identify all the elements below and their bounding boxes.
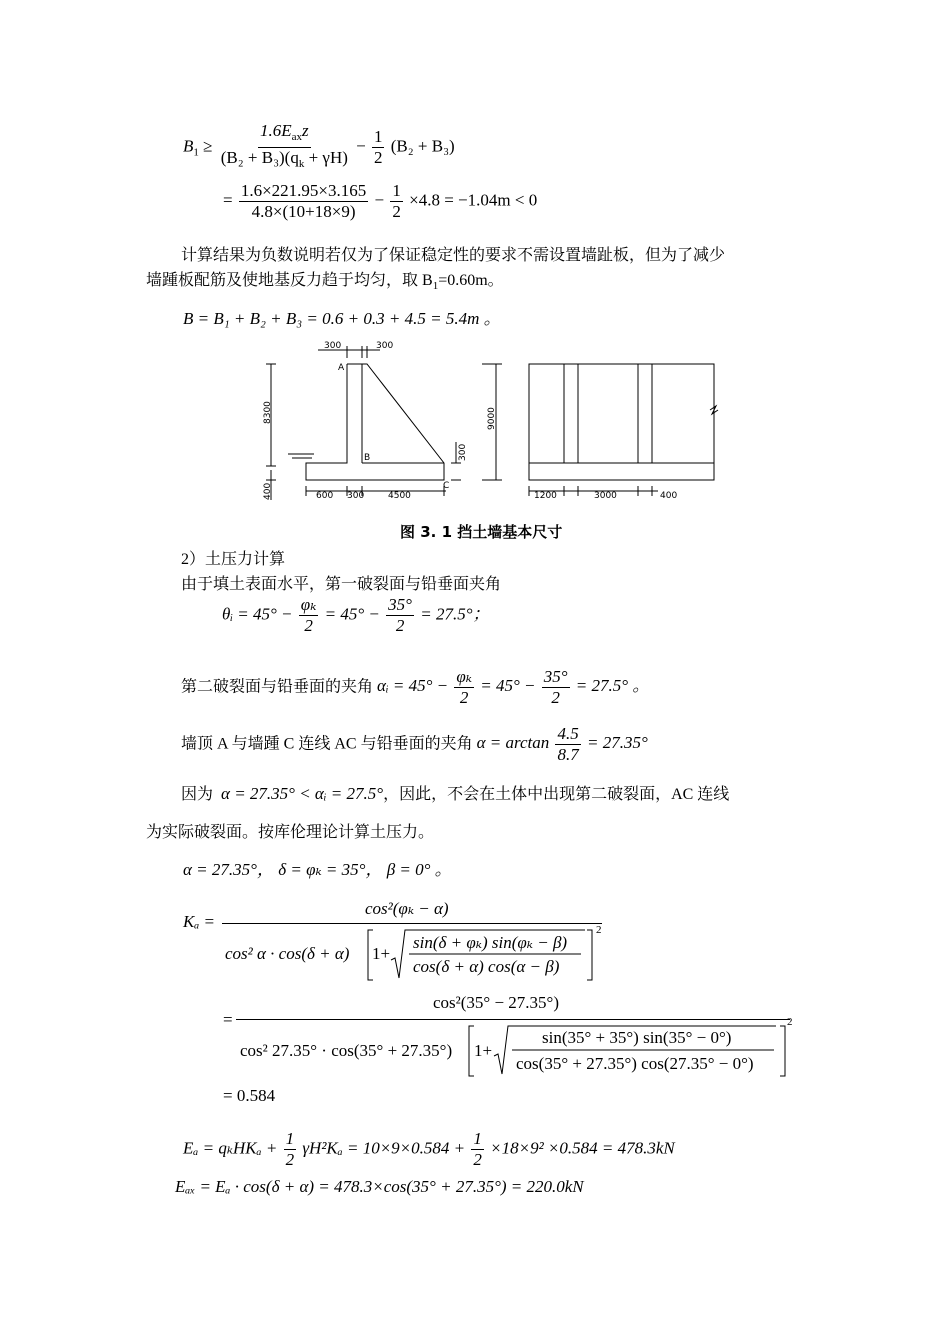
dim-top-2: 300 [376, 341, 394, 351]
dim-top-1: 300 [324, 341, 342, 351]
ka-lhs: Kₐ = [183, 912, 216, 931]
b1-value-line: = $\frac{1.6\times 221.95\times 3.165}{4.8\times(10+18\times 9)}$ − $\frac{1}{2}$ ×4.8 = −1.04m < 0 [223, 181, 538, 221]
paragraph-5: 因为 α = 27.35° < αᵢ = 27.5°，因此，不会在土体中出现第二破裂面，AC 连线 [181, 784, 730, 803]
b1-fraction: $\frac{1.6E_{ax}z}{(B_2 + B_3)(q_k + \gamma H)}$ [220, 121, 348, 170]
figure-caption: 图 3. 1 挡土墙基本尺寸 [400, 523, 563, 541]
b1-formula: $B_1$ ≥ $\frac{1.6E_{ax}z}{(B_2 + B_3)(q_k + \gamma H)}$ − $\frac{1}{2}$ (B₂ + B₃) [183, 122, 455, 173]
ka2-fraction-bar [236, 1019, 790, 1020]
paragraph-1-line-1: 计算结果为负数说明若仅为了保证稳定性的要求不需设置墙趾板，但为了减少 [181, 247, 726, 264]
dim-right-300: 300 [458, 443, 468, 461]
dim-base-1: 600 [316, 491, 334, 501]
dim-elev-2: 3000 [594, 491, 617, 501]
point-a: A [338, 363, 345, 373]
b1-tail: (B₂ + B₃) [390, 136, 455, 156]
paragraph-1-line-2: 墙踵板配筋及使地基反力趋于均匀，取 $B_1=0.60m$。 [146, 272, 504, 292]
b1-value-denominator: 4.8×(10+18×9) [251, 202, 356, 221]
paragraph-3: 第二破裂面与铅垂面的夹角 αᵢ = 45° − $\frac{\text{φₖ}}{2}$ = 45° − $\frac{35^\circ}{2}$ = 27.5° 。 [181, 667, 650, 707]
dim-total-height: 9000 [487, 407, 497, 430]
ka-fraction-bar [222, 923, 602, 924]
ka-result: = 0.584 [223, 1086, 276, 1105]
ka2-numerator: cos²(35° − 27.35°) [433, 993, 560, 1012]
ea-equation: Eₐ = qₖHKₐ + $\frac{1}{2}$ γH²Kₐ = 10×9×0.584 + $\frac{1}{2}$ ×18×9² ×0.584 = 478.3kN [183, 1129, 675, 1169]
b1-numerator: 1.6E [259, 121, 292, 140]
ka-denominator-left: cos² α · cos(δ + α) [225, 944, 350, 963]
ka2-root-denominator: cos(35° + 27.35°) cos(27.35° − 0°) [516, 1054, 754, 1073]
paragraph-2: 由于填土表面水平，第一破裂面与铅垂面夹角 [181, 576, 502, 593]
paragraph-6: 为实际破裂面。按库伦理论计算土压力。 [146, 824, 435, 841]
eax-equation: Eₐₓ = Eₐ · cos(δ + α) = 478.3×cos(35° + 27.35°) = 220.0kN [175, 1177, 584, 1196]
ka-root-denominator: cos(δ + α) cos(α − β) [413, 957, 560, 976]
ka2-root-numerator: sin(35° + 35°) sin(35° − 0°) [542, 1028, 732, 1047]
b1-value-numerator: 1.6×221.95×3.165 [240, 181, 367, 200]
b1-value-result: ×4.8 = −1.04m < 0 [409, 190, 538, 210]
break-symbol [710, 406, 718, 414]
ka-numerator: cos²(φₖ − α) [365, 899, 449, 918]
dim-elev-1: 1200 [534, 491, 557, 501]
params-line: α = 27.35°， δ = φₖ = 35°， β = 0° 。 [183, 860, 452, 879]
ka-root-numerator: sin(δ + φₖ) sin(φₖ − β) [413, 933, 568, 952]
dim-elev-3: 400 [660, 491, 678, 501]
half-fraction: $\frac{1}{2}$ [373, 127, 383, 167]
theta-equation: θᵢ = 45° − $\frac{\text{φₖ}}{2}$ = 45° − $\frac{35^\circ}{2}$ = 27.5°； [222, 595, 490, 635]
paragraph-4: 墙顶 A 与墙踵 C 连线 AC 与铅垂面的夹角 α = arctan $\frac{4.5}{8.7}$ = 27.35° [181, 724, 648, 764]
dim-base-3: 4500 [388, 491, 411, 501]
point-c: C [443, 481, 450, 491]
b-total-equation: B = B₁ + B₂ + B₃ = 0.6 + 0.3 + 4.5 = 5.4m 。 [183, 309, 501, 328]
ka2-denominator-left: cos² 27.35° · cos(35° + 27.35°) [240, 1041, 453, 1060]
dim-left-bottom: 400 [263, 482, 273, 500]
retaining-wall-figure [258, 338, 728, 508]
b1-denominator: (B₂ + B₃)(q [220, 148, 299, 167]
section-heading: 2）土压力计算 [181, 551, 286, 568]
dim-left-height: 8300 [263, 401, 273, 424]
dim-base-2: 300 [347, 491, 365, 501]
point-b: B [364, 453, 371, 463]
